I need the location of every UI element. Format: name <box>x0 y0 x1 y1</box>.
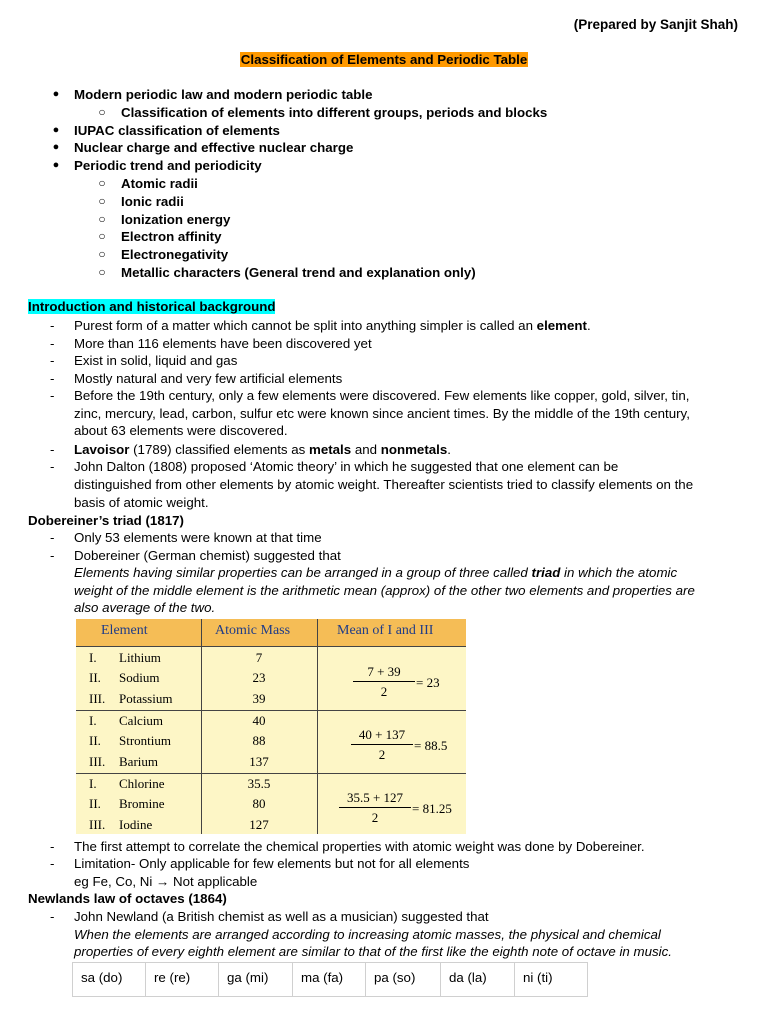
row-divider <box>76 773 466 774</box>
topic-text: IUPAC classification of elements <box>74 122 280 138</box>
newlands-item-suggested: John Newland (a British chemist as well as a musician) suggested that <box>74 909 489 924</box>
dobereiner-item-example: eg Fe, Co, Ni → Not applicable <box>74 874 258 889</box>
list-item <box>0 246 768 264</box>
triad-text: Elements having similar properties can be arranged in a group of three called <box>74 565 532 580</box>
intro-heading-wrap <box>28 299 275 314</box>
bullet-marker: ● <box>52 88 60 100</box>
fraction-denominator: 2 <box>371 810 379 825</box>
intro-heading: Introduction and historical background <box>28 299 276 314</box>
dash-marker: - <box>50 909 55 924</box>
dobereiner-item-suggested: Dobereiner (German chemist) suggested that <box>74 548 341 563</box>
header-element: Element <box>101 623 148 638</box>
list-item <box>0 86 768 104</box>
fraction-numerator: 7 + 39 <box>353 664 415 682</box>
element-name: Barium <box>119 753 158 769</box>
element-name: Strontium <box>119 733 172 749</box>
dash-marker: - <box>50 353 55 368</box>
list-item <box>0 228 768 246</box>
roman-numeral: II. <box>89 670 101 686</box>
triad-table <box>76 619 466 834</box>
intro-item-states: Exist in solid, liquid and gas <box>74 353 238 368</box>
element-name: Iodine <box>119 816 153 832</box>
dash-marker: - <box>50 856 55 871</box>
topic-text: Metallic characters (General trend and explanation only) <box>121 264 476 280</box>
element-name: Potassium <box>119 690 173 706</box>
roman-numeral: I. <box>89 713 97 728</box>
dash-marker: - <box>50 371 55 386</box>
triad-definition-l3: also average of the two. <box>74 600 216 615</box>
mean-fraction <box>351 727 413 763</box>
intro-text: Purest form of a matter which cannot be split into anything simpler is called an <box>74 318 537 333</box>
column-divider <box>317 619 318 834</box>
list-item <box>0 193 768 211</box>
intro-text: . <box>586 318 591 333</box>
dash-marker: - <box>50 388 55 403</box>
sub-bullet-marker: ○ <box>98 247 106 262</box>
note-cell: ga (mi) <box>219 963 293 997</box>
intro-item-lavoisor <box>74 441 451 459</box>
topic-text: Periodic trend and periodicity <box>74 158 262 174</box>
row-divider <box>76 646 466 647</box>
atomic-mass-value: 23 <box>252 670 266 686</box>
fraction-denominator: 2 <box>380 684 388 699</box>
intro-item-history-l2: zinc, mercury, lead, carbon, sulfur etc were known since ancient times. By the middle of the 19th century, <box>74 406 690 421</box>
atomic-mass-value: 40 <box>252 713 266 728</box>
note-cell: ni (ti) <box>515 963 588 997</box>
mean-fraction <box>353 664 415 700</box>
topic-text: Ionic radii <box>121 193 184 209</box>
intro-item-dalton-l2: distinguished from other elements by atomic weight. Thereafter scientists tried to classify elements on the <box>74 477 694 492</box>
element-name: Lithium <box>119 650 161 665</box>
note-cell: re (re) <box>146 963 219 997</box>
note-cell: sa (do) <box>73 963 146 997</box>
list-item <box>0 104 768 122</box>
intro-item-history-l3: about 63 elements were discovered. <box>74 423 288 438</box>
bullet-marker: ● <box>52 123 60 136</box>
bullet-marker: ● <box>52 141 60 154</box>
intro-item-element <box>74 317 591 335</box>
element-name: Sodium <box>119 670 160 686</box>
dobereiner-item-first-attempt: The first attempt to correlate the chemical properties with atomic weight was done by Dobereiner. <box>74 839 645 854</box>
triad-table-header <box>76 619 466 646</box>
list-item <box>0 122 768 140</box>
fraction-numerator: 35.5 + 127 <box>339 790 411 808</box>
atomic-mass-value: 7 <box>255 650 263 665</box>
topic-text: Nuclear charge and effective nuclear charge <box>74 140 354 156</box>
roman-numeral: I. <box>89 776 97 791</box>
dobereiner-item-known: Only 53 elements were known at that time <box>74 530 322 545</box>
atomic-mass-value: 35.5 <box>247 776 271 791</box>
list-item <box>0 264 768 282</box>
roman-numeral: III. <box>89 753 106 769</box>
topic-text: Ionization energy <box>121 211 231 227</box>
sub-bullet-marker: ○ <box>98 193 106 208</box>
atomic-mass-value: 127 <box>249 816 269 832</box>
intro-bold: nonmetals <box>380 442 448 457</box>
atomic-mass-value: 39 <box>252 690 266 706</box>
dash-marker: - <box>50 839 55 854</box>
bullet-marker: ● <box>52 159 60 172</box>
header-mean: Mean of I and III <box>337 623 434 638</box>
intro-text: and <box>351 442 381 457</box>
table-row <box>73 963 588 997</box>
list-item <box>0 175 768 193</box>
topic-text: Electronegativity <box>121 247 229 263</box>
fraction-numerator: 40 + 137 <box>351 727 413 745</box>
list-item <box>0 139 768 157</box>
roman-numeral: III. <box>89 690 106 706</box>
topic-text: Atomic radii <box>121 175 198 191</box>
sub-bullet-marker: ○ <box>98 229 106 244</box>
author-credit: (Prepared by Sanjit Shah) <box>573 17 738 32</box>
intro-item-dalton-l3: basis of atomic weight. <box>74 495 209 510</box>
sub-bullet-marker: ○ <box>98 104 106 119</box>
element-name: Calcium <box>119 713 164 728</box>
intro-bold: element <box>536 318 587 333</box>
octave-definition-l2: properties of every eighth element are similar to that of the first like the eighth note of octave in music. <box>74 944 672 959</box>
intro-text: (1789) classified elements as <box>129 442 310 457</box>
topic-text: Modern periodic law and modern periodic table <box>74 87 373 102</box>
note-cell: da (la) <box>441 963 515 997</box>
atomic-mass-value: 80 <box>252 796 266 812</box>
atomic-mass-value: 88 <box>252 733 266 749</box>
intro-item-count: More than 116 elements have been discovered yet <box>74 336 372 351</box>
topics-list <box>0 86 768 282</box>
dash-marker: - <box>50 336 55 351</box>
header-atomic-mass: Atomic Mass <box>215 623 291 638</box>
intro-text: . <box>447 442 451 457</box>
mean-fraction <box>339 790 411 826</box>
list-item <box>0 211 768 229</box>
triad-definition-l2: weight of the middle element is the arithmetic mean (approx) of the other two elements and properties are <box>74 583 695 598</box>
intro-item-history-l1: Before the 19th century, only a few elements were discovered. Few elements like copper, gold, silver, tin, <box>74 388 690 403</box>
dobereiner-item-limitation: Limitation- Only applicable for few elements but not for all elements <box>74 856 470 871</box>
newlands-heading: Newlands law of octaves (1864) <box>28 891 227 906</box>
mean-result: = 81.25 <box>412 801 452 816</box>
triad-text: in which the atomic <box>560 565 678 580</box>
dash-marker: - <box>50 459 55 474</box>
topic-text: Electron affinity <box>121 229 222 245</box>
intro-bold: Lavoisor <box>74 442 130 457</box>
sub-bullet-marker: ○ <box>98 264 106 279</box>
intro-item-dalton-l1: John Dalton (1808) proposed ‘Atomic theory’ in which he suggested that one element can be <box>74 459 619 474</box>
dash-marker: - <box>50 442 55 457</box>
sub-bullet-marker: ○ <box>98 175 106 190</box>
dash-marker: - <box>50 548 55 563</box>
triad-definition-l1 <box>74 564 677 582</box>
document-title: Classification of Elements and Periodic Table <box>240 52 528 67</box>
dash-marker: - <box>50 530 55 545</box>
triad-bold: triad <box>531 565 561 580</box>
mean-result: = 23 <box>416 675 440 690</box>
mean-result: = 88.5 <box>414 738 448 753</box>
dash-marker: - <box>50 318 55 333</box>
topic-text: Classification of elements into different groups, periods and blocks <box>121 104 548 120</box>
list-item <box>0 157 768 175</box>
fraction-denominator: 2 <box>378 747 386 762</box>
intro-bold: metals <box>309 442 352 457</box>
roman-numeral: I. <box>89 650 97 665</box>
roman-numeral: II. <box>89 796 101 812</box>
note-cell: pa (so) <box>366 963 441 997</box>
element-name: Bromine <box>119 796 165 812</box>
row-divider <box>76 710 466 711</box>
octave-definition-l1: When the elements are arranged according to increasing atomic masses, the physical and chemical <box>74 927 661 942</box>
document-title-wrap <box>0 52 768 67</box>
roman-numeral: III. <box>89 816 106 832</box>
dobereiner-heading: Dobereiner’s triad (1817) <box>28 513 184 528</box>
note-cell: ma (fa) <box>293 963 366 997</box>
atomic-mass-value: 137 <box>249 753 269 769</box>
sub-bullet-marker: ○ <box>98 211 106 226</box>
roman-numeral: II. <box>89 733 101 749</box>
element-name: Chlorine <box>119 776 165 791</box>
octave-notes-table <box>72 962 588 997</box>
intro-item-natural: Mostly natural and very few artificial elements <box>74 371 343 386</box>
